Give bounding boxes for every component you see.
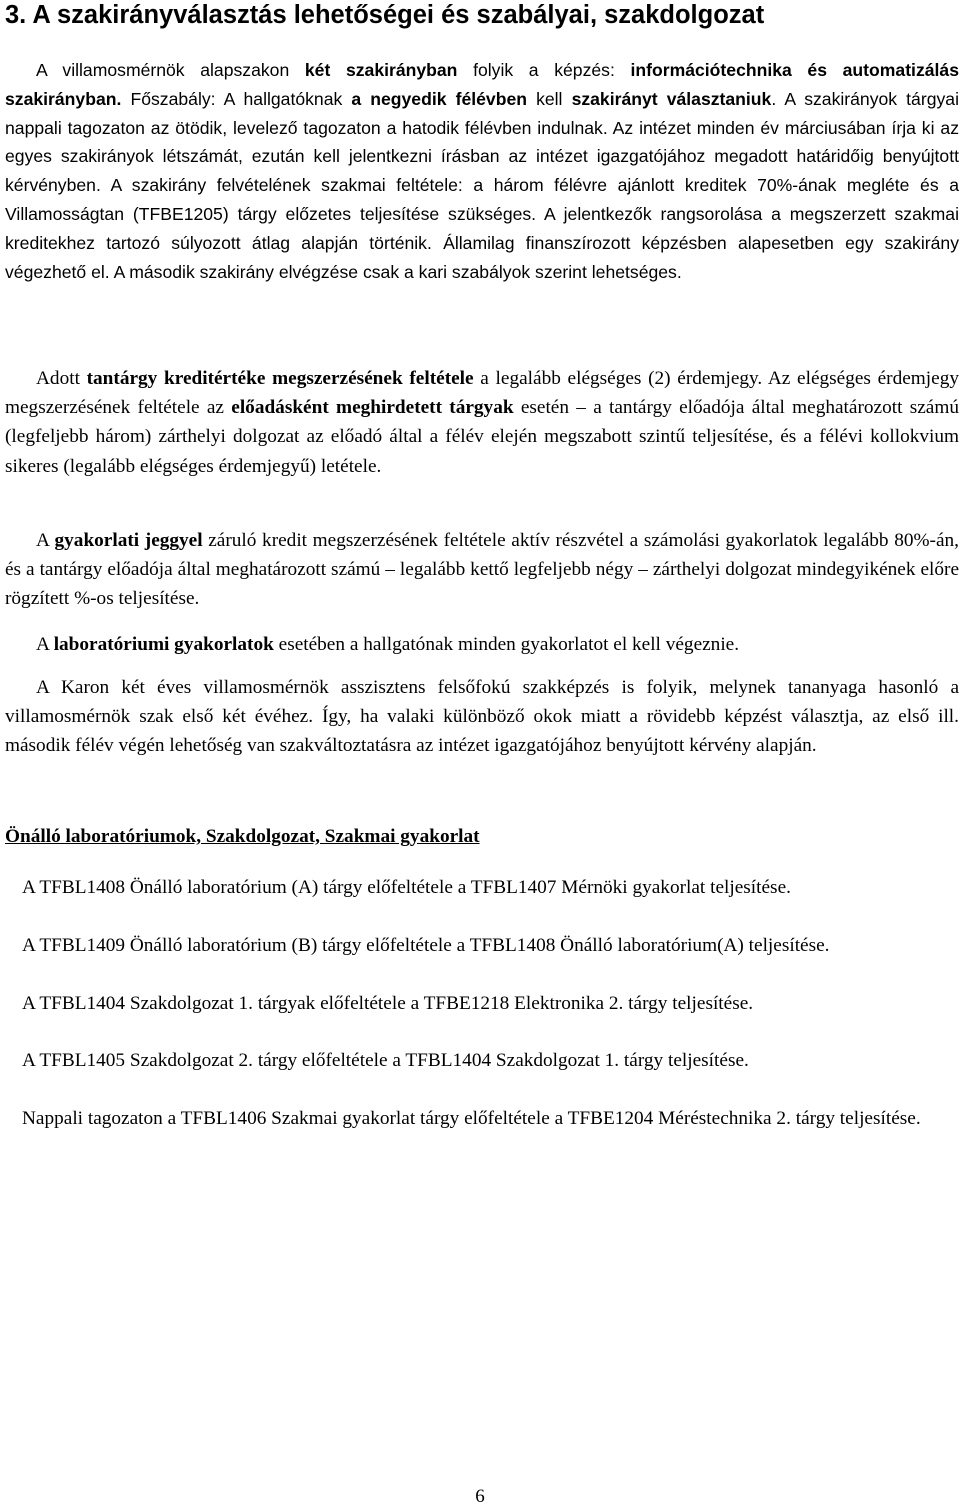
bold-text: laboratóriumi gyakorlatok xyxy=(53,634,274,655)
text: A xyxy=(36,634,54,655)
section-title: Önálló laboratóriumok, Szakdolgozat, Szakmai gyakorlat xyxy=(5,826,480,847)
page-heading: 3. A szakirányválasztás lehetőségei és szabályai, szakdolgozat xyxy=(5,1,765,29)
prereq-item: A TFBL1408 Önálló laboratórium (A) tárgy előfeltétele a TFBL1407 Mérnöki gyakorlat teljesítése. xyxy=(22,877,791,898)
bold-text: információtechnika és automatizálás szakirányban. xyxy=(5,60,959,109)
bold-text: két szakirányban xyxy=(304,60,458,80)
bold-text: gyakorlati jeggyel xyxy=(54,530,203,551)
credit-paragraph xyxy=(5,364,959,481)
text: esetén – a tantárgy előadója által meghatározott számú (legfeljebb három) zárthelyi dolgozat az előadó által a félév elején megszabott szintű teljesítése, és a félévi kollokvium sikeres (legalább elégséges érdemjegyű) letétele. xyxy=(5,397,959,477)
text: A xyxy=(36,530,55,551)
lab-paragraph xyxy=(5,630,959,659)
intro-paragraph xyxy=(5,56,959,286)
prereq-item: A TFBL1409 Önálló laboratórium (B) tárgy előfeltétele a TFBL1408 Önálló laboratórium(A) teljesítése. xyxy=(22,935,830,956)
page-number: 6 xyxy=(475,1486,485,1507)
text: folyik a képzés: xyxy=(457,60,631,80)
practice-paragraph xyxy=(5,526,959,614)
text: esetében a hallgatónak minden gyakorlatot el kell végeznie. xyxy=(273,634,740,655)
prereq-item: A TFBL1405 Szakdolgozat 2. tárgy előfeltétele a TFBL1404 Szakdolgozat 1. tárgy teljesítése. xyxy=(22,1050,749,1071)
prereq-item: A TFBL1404 Szakdolgozat 1. tárgyak előfeltétele a TFBE1218 Elektronika 2. tárgy teljesítése. xyxy=(22,993,754,1014)
text: záruló kredit megszerzésének feltétele aktív részvétel a számolási gyakorlatok legalább 80%-án, és a tantárgy előadója által meghatározott számú – legalább kettő legfeljebb négy – zárthelyi dolgozat mindegyikének előre rögzített %-os teljesítése. xyxy=(5,530,959,610)
text: kell xyxy=(526,88,572,109)
bold-text: előadásként meghirdetett tárgyak xyxy=(231,397,514,419)
bold-text: a negyedik félévben xyxy=(351,88,527,109)
text: Adott xyxy=(36,368,87,389)
bold-text: tantárgy kreditértéke megszerzésének feltétele xyxy=(86,368,474,389)
text: A villamosmérnök alapszakon xyxy=(36,60,305,80)
bold-text: szakirányt választaniuk xyxy=(571,88,772,109)
karon-paragraph: A Karon két éves villamosmérnök asszisztens felsőfokú szakképzés is folyik, melynek tananyaga hasonló a villamosmérnök szak első két évéhez. Így, ha valaki különböző okok miatt a rövidebb képzést választja, az első ill. második félév végén lehetőség van szakváltoztatásra az intézet igazgatójához benyújtott kérvény alapján. xyxy=(5,677,959,757)
prereq-item: Nappali tagozaton a TFBL1406 Szakmai gyakorlat tárgy előfeltétele a TFBE1204 Méréstechnika 2. tárgy teljesítése. xyxy=(22,1108,921,1129)
text: a legalább elégséges (2) érdemjegy. Az elégséges érdemjegy megszerzésének feltétele az xyxy=(5,368,959,419)
text: . A szakirányok tárgyai nappali tagozaton az ötödik, levelező tagozaton a hatodik félévben indulnak. Az intézet minden év márciusában írja ki az egyes szakirányok létszámát, ezután kell jelentkezni írásban az intézet igazgatójához megadott határidőig benyújtott kérvényben. A szakirány felvételének szakmai feltétele: a három félévre ajánlott kreditek 70%-ának megléte és a Villamosságtan (TFBE1205) tárgy előzetes teljesítése szükséges. A jelentkezők rangsorolása a megszerzett szakmai kreditekhez tartozó súlyozott átlag alapján történik. Államilag finanszírozott képzésben alapesetben egy szakirány végezhető el. A második szakirány elvégzése csak a kari szabályok szerint lehetséges. xyxy=(5,88,959,282)
text: Főszabály: A hallgatóknak xyxy=(121,88,352,109)
